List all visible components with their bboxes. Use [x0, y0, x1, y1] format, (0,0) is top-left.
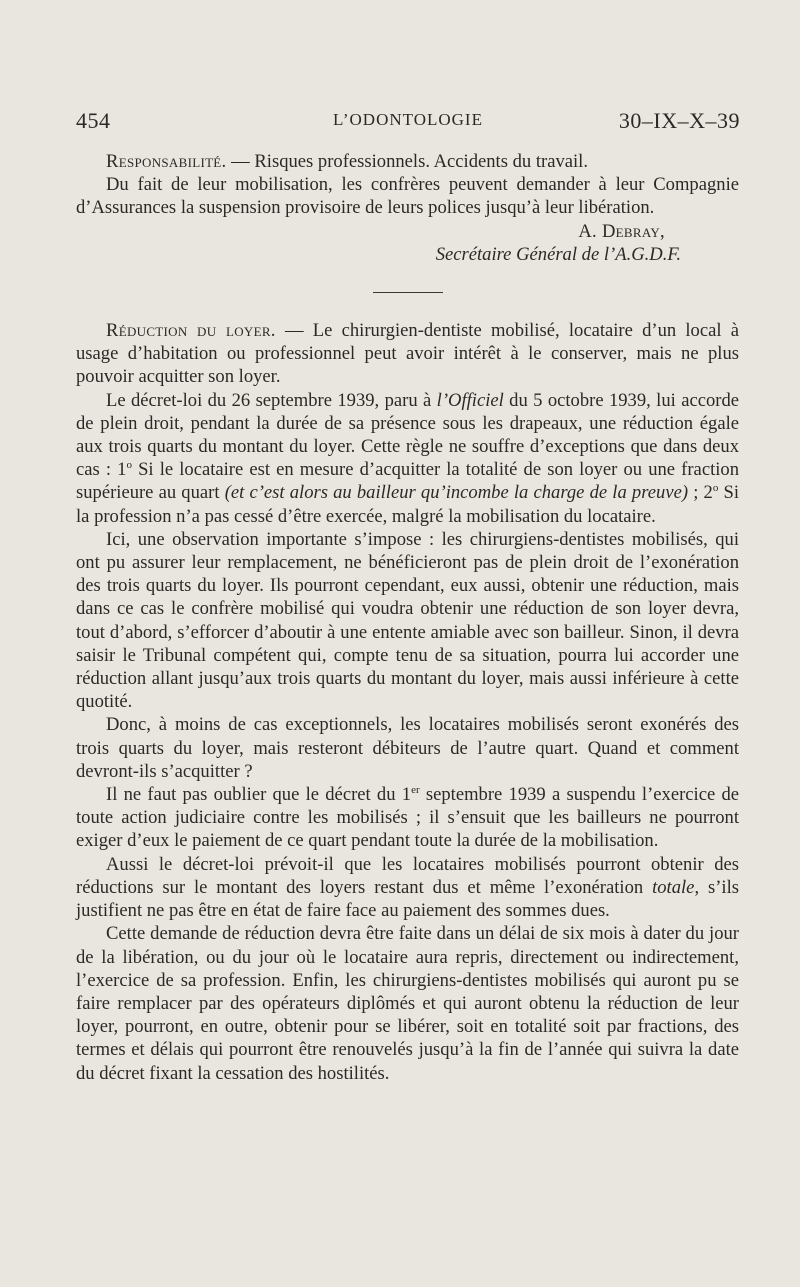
section-heading-reduction: Réduction du loyer.	[106, 320, 276, 342]
page-number: 454	[76, 108, 111, 133]
article-body	[76, 150, 739, 1085]
paragraph-reduction-loyer	[76, 319, 739, 389]
paragraph: Donc, à moins de cas exceptionnels, les locataires mobilisés seront exonérés des trois quarts du loyer, mais resteront débiteurs de l’autre quart. Quand et comment devront-ils s’acquitter ?	[76, 714, 739, 782]
paragraph: Du fait de leur mobilisation, les confrères peuvent demander à leur Compagnie d’Assurances la suspension provisoire de leurs polices jusqu’à leur libération.	[76, 174, 739, 219]
signature-title: Secrétaire Général de l’A.G.D.F.	[435, 243, 681, 265]
italic-totale: totale	[652, 876, 695, 898]
section-divider	[373, 292, 443, 293]
italic-note: (et c’est alors au bailleur qu’incombe la charge de la preuve)	[224, 482, 689, 504]
paragraph: Il ne faut pas oublier que le décret du 1er septembre 1939 a suspendu l’exercice de toute action judiciaire contre les mobilisés ; il s’ensuit que les bailleurs ne pourront exiger d’eux le paiement de ce quart pendant toute la durée de la mobilisation.	[76, 783, 739, 852]
section-heading-responsabilite: Responsabilité.	[106, 151, 227, 172]
paragraph: Aussi le décret-loi prévoit-il que les locataires mobilisés pourront obtenir des réductions sur le montant des loyers restant dus et même l’exonération totale, s’ils justifient ne pas être en état de faire face au paiement des sommes dues.	[76, 853, 740, 922]
signature-name: A. Debray,	[578, 220, 665, 242]
paragraph: Le décret-loi du 26 septembre 1939, paru à l’Officiel du 5 octobre 1939, lui accorde de plein droit, pendant la durée de sa présence sous les drapeaux, une réduction égale aux trois quarts du montant du loyer. Cette règle ne souffre d’exceptions que dans deux cas : 1$^o$ Si le locataire est en mesure d’acquitter la totalité de son loyer ou une fraction supérieure au quart (et c’est alors au bailleur qu’incombe la charge de la preuve) ; 2$^o$ Si la profession n’a pas cessé d’être exercée, malgré la mobilisation du locataire.	[76, 389, 739, 527]
journal-title: L’ODONTOLOGIE	[333, 110, 483, 129]
running-header	[76, 108, 740, 138]
paragraph-responsabilite	[76, 150, 739, 173]
issue-date: 30–IX–X–39	[618, 108, 740, 133]
paragraph: Cette demande de réduction devra être faite dans un délai de six mois à dater du jour de la libération, ou du jour où le locataire aura repris, directement ou indirectement, l’exercice de sa profession. Enfin, les chirurgiens-dentistes mobilisés qui auront pu se faire remplacer par des opérateurs diplômés et qui auront obtenu la réduction de leur loyer, pourront, en outre, obtenir pour se libérer, soit en totalité soit par fractions, des termes et délais qui pourront être renouvelés jusqu’à la fin de l’année qui suivra la date du décret fixant la cessation des hostilités.	[76, 923, 739, 1084]
paragraph: Ici, une observation importante s’impose : les chirurgiens-dentistes mobilisés, qui ont pu assurer leur remplacement, ne bénéficieront pas de plein droit de l’exonération des trois quarts du loyer. Ils pourront cependant, eux aussi, obtenir une réduction, mais dans ce cas le confrère mobilisé qui voudra obtenir une réduction de son loyer devra, tout d’abord, s’efforcer d’aboutir à une entente amiable avec son bailleur. Sinon, il devra saisir le Tribunal compétent qui, compte tenu de sa situation, pourra lui accorder une réduction allant jusqu’aux trois quarts du montant du loyer, mais aussi inférieure à cette quotité.	[76, 528, 739, 713]
italic-officiel: l’Officiel	[436, 389, 504, 411]
paragraph-text: — Le chirurgien-dentiste mobilisé, locataire d’un local à usage d’habitation ou professionnel peut avoir intérêt à le conserver, mais ne plus pouvoir acquitter son loyer.	[76, 320, 739, 388]
paragraph-text: — Risques professionnels. Accidents du travail.	[226, 151, 588, 172]
